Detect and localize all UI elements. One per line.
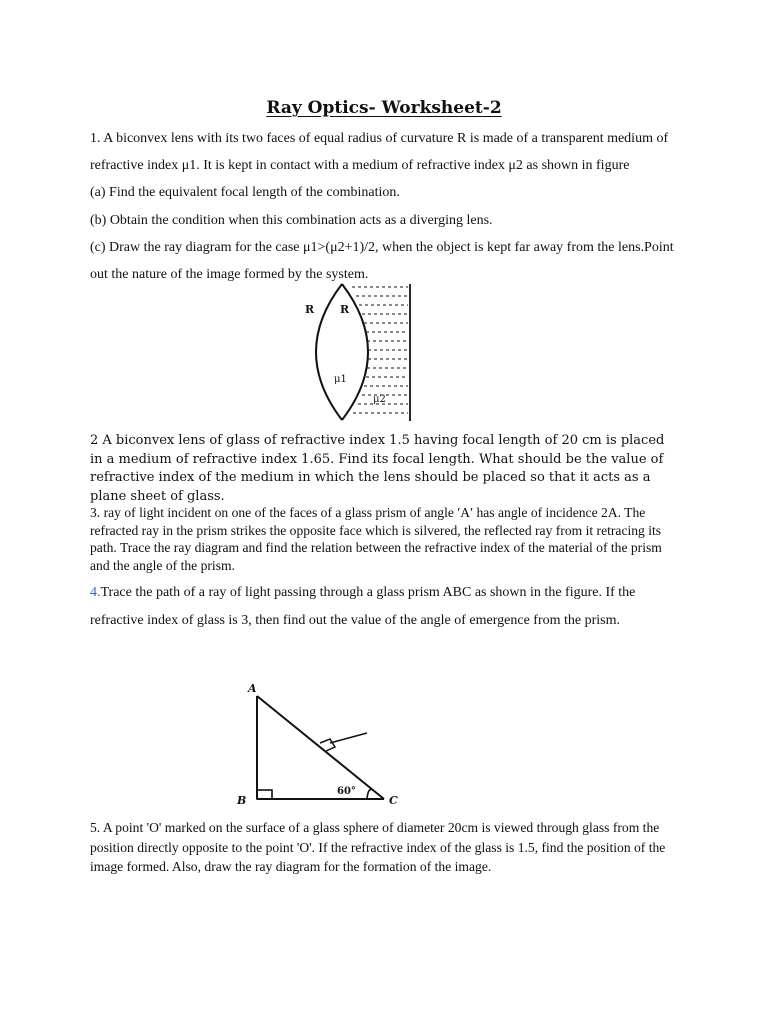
- label-mu2: μ2: [373, 394, 386, 405]
- q1-part-b: (b) Obtain the condition when this combination acts as a diverging lens.: [90, 213, 493, 228]
- label-r-left: R: [305, 303, 315, 316]
- lens-left-surface: [316, 284, 342, 420]
- right-angle-marker-b: [257, 790, 272, 799]
- medium-hatching: [352, 287, 408, 413]
- q5-text: 5. A point 'O' marked on the surface of a glass sphere of diameter 20cm is viewed through glass from the position directly opposite to the point 'O'. If the refractive index of the glass is 1.5, find the position of the image formed. Also, draw the ray diagram for the formation of the image.: [90, 820, 666, 874]
- worksheet-title: Ray Optics- Worksheet-2: [266, 98, 502, 118]
- incident-ray: [330, 733, 367, 743]
- q1-part-a: (a) Find the equivalent focal length of the combination.: [90, 185, 400, 200]
- prism-side-ac: [257, 696, 384, 799]
- angle-60-label: 60°: [337, 786, 356, 797]
- q4-line-1: [90, 585, 635, 601]
- q3-text: 3. ray of light incident on one of the faces of a glass prism of angle ′A′ has angle of incidence 2A. The refracted ray in the prism strikes the opposite face which is silvered, the reflected ray from it retracing its path. Trace the ray diagram and find the relation between the refractive index of the material of the prism and the angle of the prism.: [90, 505, 662, 573]
- q1-line-2: refractive index μ1. It is kept in contact with a medium of refractive index μ2 as shown in figure: [90, 158, 630, 173]
- label-r-right: R: [340, 303, 350, 316]
- q4-line-1-text: Trace the path of a ray of light passing through a glass prism ABC as shown in the figure. If the: [100, 585, 636, 600]
- q1-line-1: 1. A biconvex lens with its two faces of equal radius of curvature R is made of a transparent medium of: [90, 131, 669, 146]
- q1-part-c-line-2: out the nature of the image formed by the system.: [90, 267, 369, 282]
- q4-line-2: refractive index of glass is 3, then find out the value of the angle of emergence from the prism.: [90, 613, 621, 628]
- q4-number: 4.: [90, 585, 101, 600]
- vertex-b-label: B: [237, 794, 247, 807]
- q1-part-c-line-1: (c) Draw the ray diagram for the case μ1>(μ2+1)/2, when the object is kept far away from the lens.Point: [90, 240, 674, 255]
- q2-text: 2 A biconvex lens of glass of refractive index 1.5 having focal length of 20 cm is placed in a medium of refractive index 1.65. Find its focal length. What should be the value of refractive index of the medium in which the lens should be placed so that it acts as a plane sheet of glass.: [90, 433, 665, 504]
- angle-arc-c: [367, 789, 373, 799]
- vertex-a-label: A: [248, 682, 257, 695]
- right-angle-marker-ac: [320, 739, 335, 751]
- vertex-c-label: C: [389, 794, 398, 807]
- label-mu1: μ1: [334, 374, 347, 385]
- lens-right-surface: [342, 284, 368, 420]
